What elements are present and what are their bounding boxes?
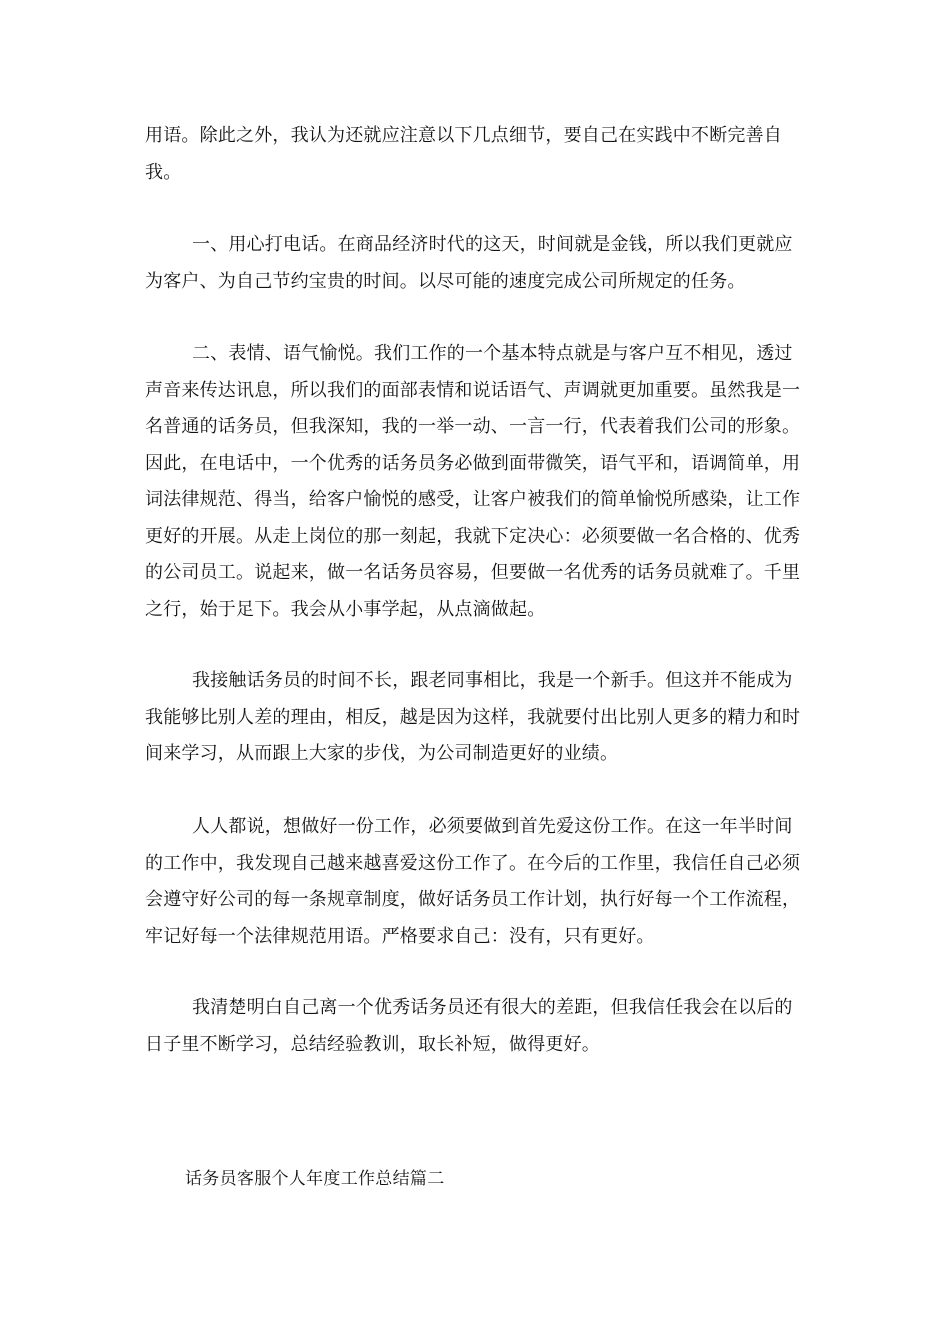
paragraph-newcomer: 我接触话务员的时间不长，跟老同事相比，我是一个新手。但这并不能成为我能够比别人差的理由，相反，越是因为这样，我就要付出比别人更多的精力和时间来学习，从而跟上大家的步伐，为公司制造更好的业绩。 [145, 670, 801, 764]
paragraph-closing: 我清楚明白自己离一个优秀话务员还有很大的差距，但我信任我会在以后的日子里不断学习，总结经验教训，取长补短，做得更好。 [145, 997, 793, 1055]
paragraph-point-one: 一、用心打电话。在商品经济时代的这天，时间就是金钱，所以我们更就应为客户、为自己节约宝贵的时间。以尽可能的速度完成公司所规定的任务。 [145, 234, 793, 292]
paragraph-love-work: 人人都说，想做好一份工作，必须要做到首先爱这份工作。在这一年半时间的工作中，我发现自己越来越喜爱这份工作了。在今后的工作里，我信任自己必须会遵守好公司的每一条规章制度，做好话务员工作计划，执行好每一个工作流程，牢记好每一个法律规范用语。严格要求自己：没有，只有更好。 [145, 816, 801, 947]
section-heading: 话务员客服个人年度工作总结篇二 [185, 1169, 445, 1189]
paragraph-point-two: 二、表情、语气愉悦。我们工作的一个基本特点就是与客户互不相见，透过声音来传达讯息，所以我们的面部表情和说话语气、声调就更加重要。虽然我是一名普通的话务员，但我深知，我的一举一动、一言一行，代表着我们公司的形象。因此，在电话中，一个优秀的话务员务必做到面带微笑，语气平和，语调简单，用词法律规范、得当，给客户愉悦的感受，让客户被我们的简单愉悦所感染，让工作更好的开展。从走上岗位的那一刻起，我就下定决心：必须要做一名合格的、优秀的公司员工。说起来，做一名话务员容易，但要做一名优秀的话务员就难了。千里之行，始于足下。我会从小事学起，从点滴做起。 [145, 343, 801, 620]
paragraph-continuation: 用语。除此之外，我认为还就应注意以下几点细节，要自己在实践中不断完善自我。 [145, 125, 782, 183]
